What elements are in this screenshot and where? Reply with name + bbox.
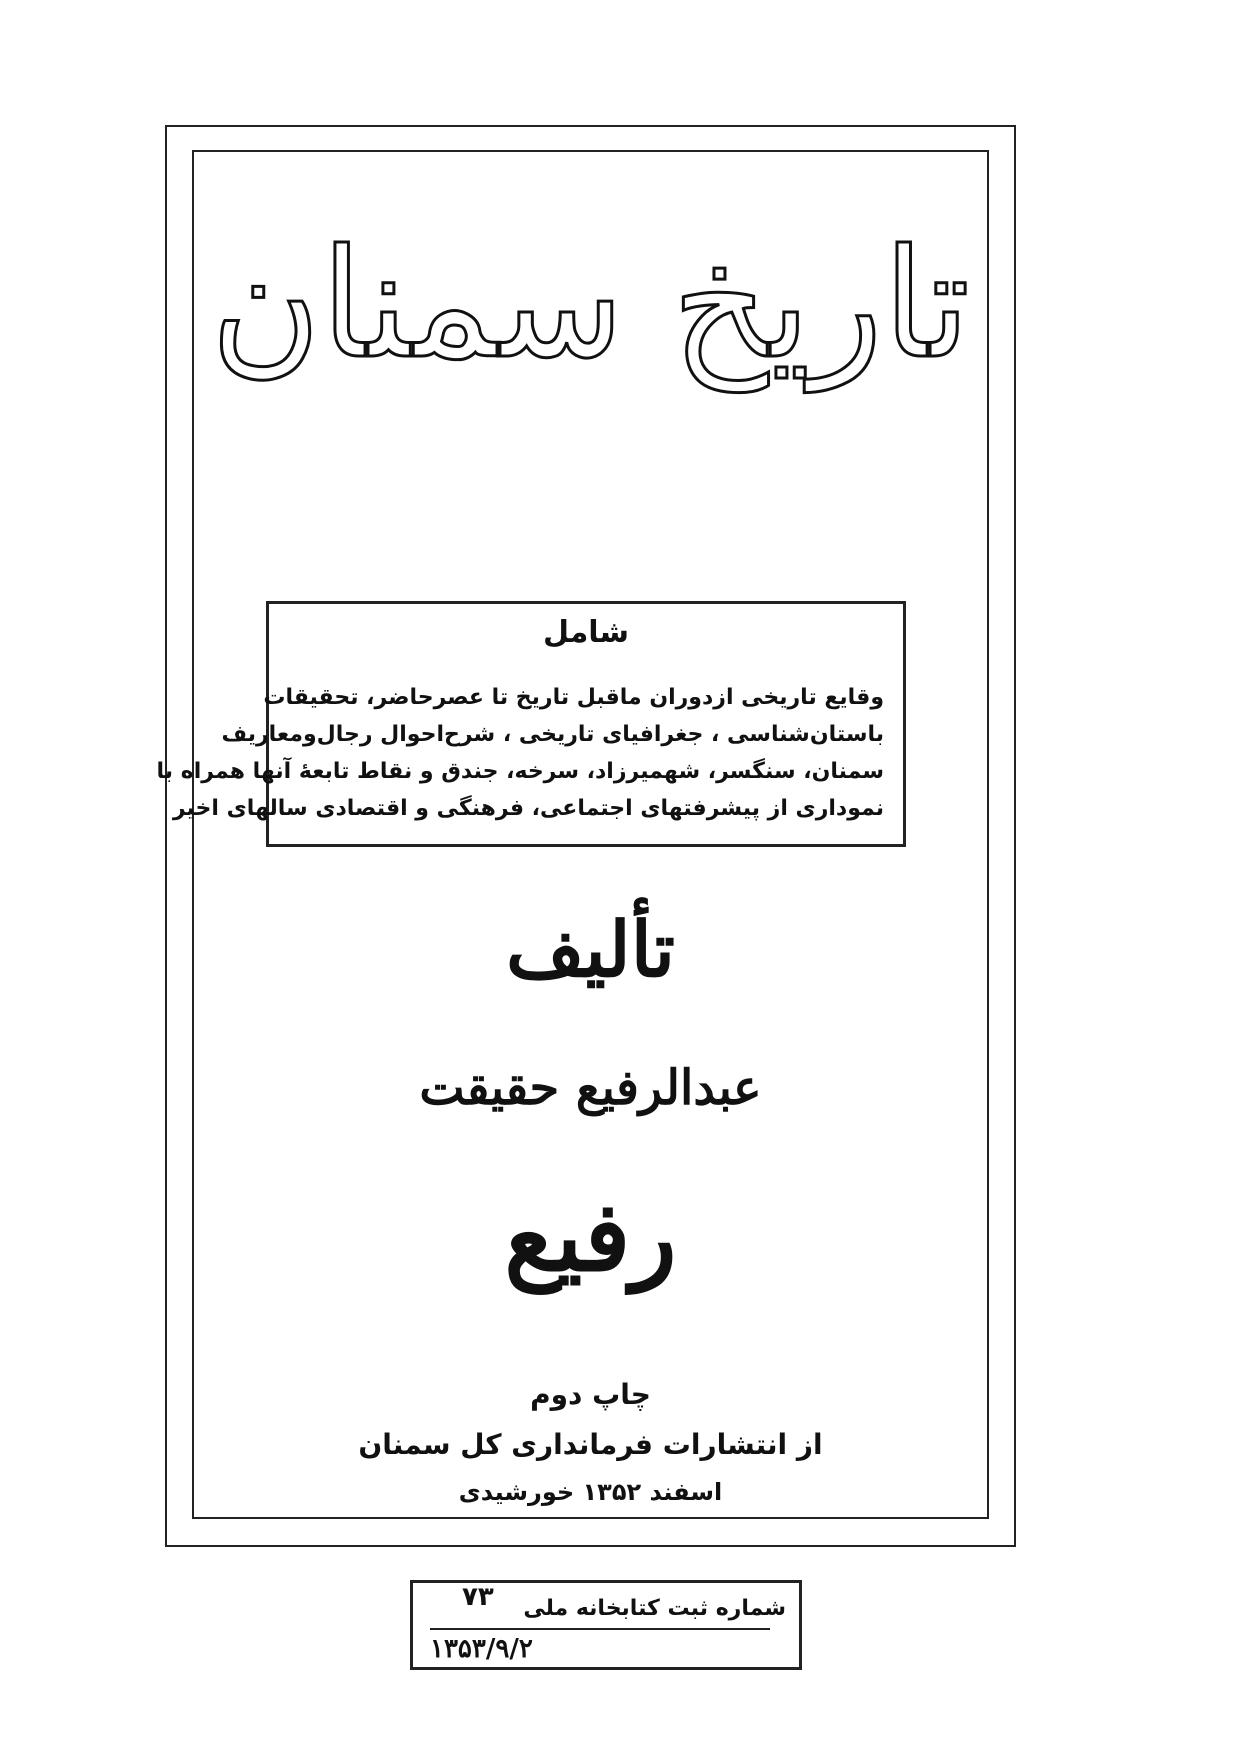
stamp-date: ۱۳۵۳/۹/۲ (430, 1634, 533, 1664)
stamp-label: شماره ثبت کتابخانه ملی (523, 1596, 786, 1621)
contents-heading: شامل (542, 615, 630, 650)
stamp-registration-number: ۷۳ (462, 1582, 494, 1612)
publisher-line: از انتشارات فرمانداری کل سمنان (358, 1428, 823, 1461)
contents-line: باستان‌شناسی ، جغرافیای تاریخی ، شرح‌احوال رجال‌ومعاریف (221, 722, 884, 747)
authorship-label: تألیف (505, 905, 676, 994)
author-name: عبدالرفیع حقیقت (419, 1060, 762, 1116)
edition-label: چاپ دوم (530, 1378, 651, 1411)
contents-line: نموداری از پیشرفتهای اجتماعی، فرهنگی و اقتصادی سالهای اخیر (172, 796, 884, 821)
author-pen-name: رفیع (504, 1180, 677, 1293)
contents-line: وقایع تاریخی ازدوران ماقبل تاریخ تا عصرحاضر، تحقیقات (263, 685, 884, 710)
contents-line: سمنان، سنگسر، شهمیرزاد، سرخه، جندق و نقاط تابعهٔ آنها همراه با (156, 759, 884, 784)
book-title: تاریخ سمنان (210, 218, 971, 392)
stamp-divider (430, 1628, 770, 1630)
publication-date: اسفند ۱۳۵۲ خورشیدی (458, 1478, 723, 1506)
